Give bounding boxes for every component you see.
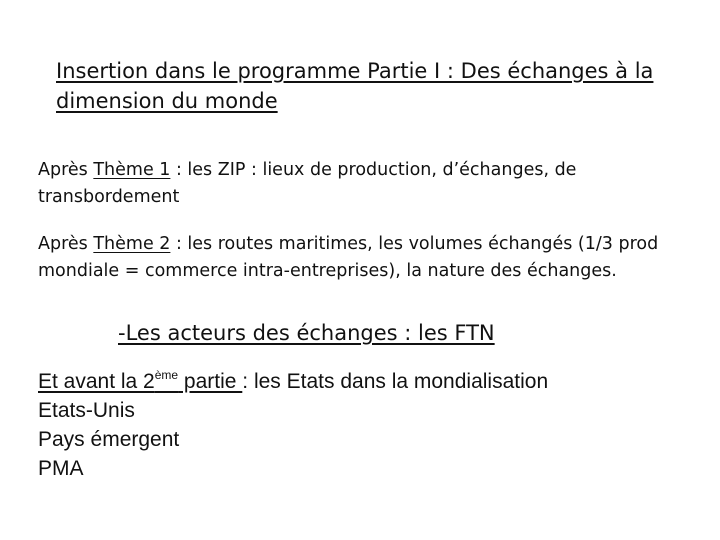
part-2-label-start: Et avant la 2	[38, 370, 155, 393]
list-item: PMA	[38, 457, 84, 480]
theme-1-label: Thème 1	[93, 160, 171, 180]
actors-heading: -Les acteurs des échanges : les FTN	[118, 321, 495, 345]
part-2-heading	[38, 367, 698, 396]
part-2-label	[38, 370, 242, 393]
list-item: Pays émergent	[38, 428, 180, 451]
theme-2-paragraph	[38, 231, 678, 285]
theme-2-text: : les routes maritimes, les volumes échangés (1/3 prod mondiale = commerce intra-entreprises), la nature des échanges.	[38, 234, 659, 281]
part-2-block	[38, 367, 698, 483]
theme-1-text: : les ZIP : lieux de production, d’échanges, de transbordement	[38, 160, 577, 207]
part-2-rest: : les Etats dans la mondialisation	[242, 370, 549, 393]
theme-2-prefix: Après	[38, 234, 94, 254]
theme-2-label: Thème 2	[93, 234, 171, 254]
part-2-label-end: partie	[178, 370, 243, 393]
theme-1-prefix: Après	[38, 160, 94, 180]
theme-1-paragraph	[38, 157, 678, 211]
list-item: Etats-Unis	[38, 399, 135, 422]
slide-title: Insertion dans le programme Partie I : Des échanges à la dimension du monde	[56, 59, 654, 113]
part-2-label-sup: ème	[154, 368, 179, 382]
